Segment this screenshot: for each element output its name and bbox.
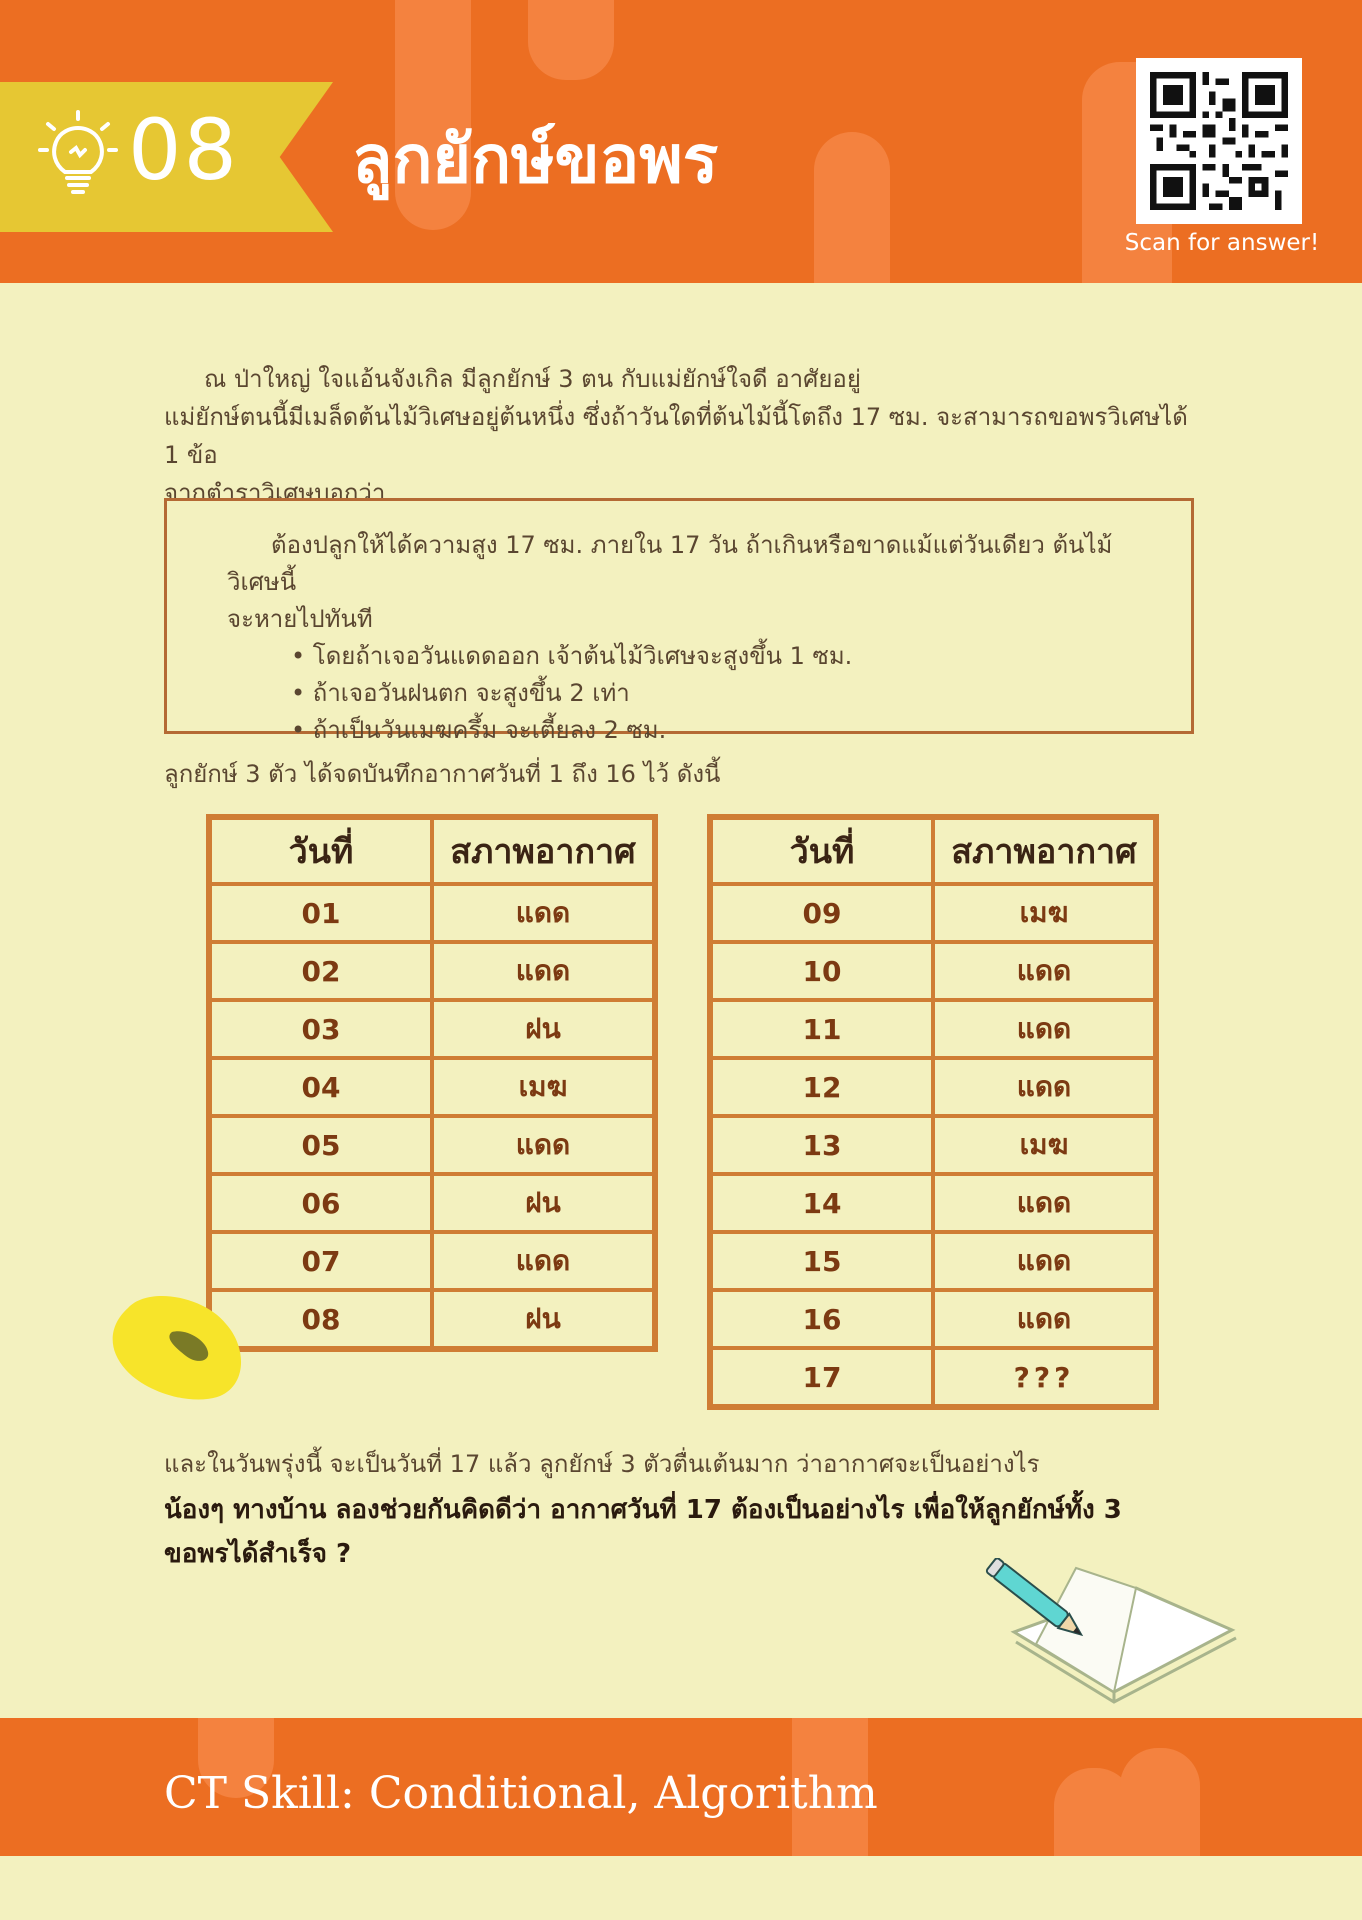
unknown-weather-cell: ???: [933, 1348, 1156, 1407]
tomorrow-line: และในวันพรุ่งนี้ จะเป็นวันที่ 17 แล้ว ลูกยักษ์ 3 ตัวตื่นเต้นมาก ว่าอากาศจะเป็นอย่างไร: [164, 1450, 1040, 1478]
table-row: [209, 1058, 655, 1116]
day-cell: 05: [209, 1116, 432, 1174]
table-row: [710, 1232, 1156, 1290]
day-cell: 03: [209, 1000, 432, 1058]
day-cell: 17: [710, 1348, 933, 1407]
weather-table-left: [206, 814, 658, 1352]
day-cell: 07: [209, 1232, 432, 1290]
weather-cell: แดด: [933, 1290, 1156, 1348]
lightbulb-icon: [38, 108, 118, 198]
day-cell: 08: [209, 1290, 432, 1349]
table-row: [710, 1000, 1156, 1058]
table-row: [209, 942, 655, 1000]
day-column-header: วันที่: [710, 817, 933, 884]
table-row: [710, 1116, 1156, 1174]
table-header-row: [209, 817, 655, 884]
table-row: [710, 1058, 1156, 1116]
table-row: [710, 1348, 1156, 1407]
table-row: [209, 1000, 655, 1058]
weather-cell: แดด: [933, 1000, 1156, 1058]
decor-pill: [528, 0, 614, 80]
question-line: ขอพรได้สำเร็จ ?: [164, 1539, 352, 1569]
day-cell: 01: [209, 884, 432, 942]
table-row: [209, 1174, 655, 1232]
day-cell: 02: [209, 942, 432, 1000]
table-row: [209, 1116, 655, 1174]
rules-box: [164, 498, 1194, 744]
question-line: น้องๆ ทางบ้าน ลองช่วยกันคิดดีว่า อากาศวันที่ 17 ต้องเป็นอย่างไร เพื่อให้ลูกยักษ์ทั้ง 3: [164, 1495, 1122, 1525]
rules-list: [227, 638, 1135, 749]
day-column-header: วันที่: [209, 817, 432, 884]
rule-item: • โดยถ้าเจอวันแดดออก เจ้าต้นไม้วิเศษจะสูงขึ้น 1 ซม.: [291, 638, 1135, 675]
ct-skill-label: CT Skill: Conditional, Algorithm: [164, 1768, 878, 1819]
record-intro: ลูกยักษ์ 3 ตัว ได้จดบันทึกอากาศวันที่ 1 ถึง 16 ไว้ ดังนี้: [164, 760, 721, 788]
day-cell: 14: [710, 1174, 933, 1232]
table-row: [710, 1290, 1156, 1348]
table-row: [710, 1174, 1156, 1232]
day-cell: 06: [209, 1174, 432, 1232]
day-cell: 10: [710, 942, 933, 1000]
scan-for-answer-label: Scan for answer!: [1124, 230, 1320, 256]
weather-cell: ฝน: [432, 1174, 655, 1232]
table-row: [209, 884, 655, 942]
day-cell: 04: [209, 1058, 432, 1116]
day-cell: 15: [710, 1232, 933, 1290]
weather-cell: เมฆ: [933, 884, 1156, 942]
intro-paragraph: [164, 360, 1204, 512]
qr-code[interactable]: [1136, 58, 1302, 224]
intro-line: จากตำราวิเศษบอกว่า: [164, 479, 386, 507]
weather-cell: แดด: [933, 1174, 1156, 1232]
weather-table-right: [707, 814, 1159, 1410]
rules-lead: ต้องปลูกให้ได้ความสูง 17 ซม. ภายใน 17 วัน ถ้าเกินหรือขาดแม้แต่วันเดียว ต้นไม้วิเศษนี้: [227, 531, 1113, 596]
rule-item: • ถ้าเจอวันฝนตก จะสูงขึ้น 2 เท่า: [291, 675, 1135, 712]
weather-cell: แดด: [432, 1232, 655, 1290]
day-cell: 12: [710, 1058, 933, 1116]
table-row: [209, 1290, 655, 1349]
intro-line: ณ ป่าใหญ่ ใจแอ้นจังเกิล มีลูกยักษ์ 3 ตน กับแม่ยักษ์ใจดี อาศัยอยู่: [204, 365, 861, 393]
table-header-row: [710, 817, 1156, 884]
weather-cell: แดด: [432, 884, 655, 942]
weather-cell: เมฆ: [432, 1058, 655, 1116]
day-cell: 13: [710, 1116, 933, 1174]
day-cell: 09: [710, 884, 933, 942]
weather-cell: แดด: [933, 1058, 1156, 1116]
weather-cell: ฝน: [432, 1000, 655, 1058]
weather-cell: เมฆ: [933, 1116, 1156, 1174]
day-cell: 16: [710, 1290, 933, 1348]
weather-cell: ฝน: [432, 1290, 655, 1349]
table-row: [710, 884, 1156, 942]
puzzle-number: 08: [128, 101, 239, 199]
book-pencil-illustration: [976, 1558, 1250, 1708]
weather-cell: แดด: [432, 942, 655, 1000]
day-cell: 11: [710, 1000, 933, 1058]
qr-code-icon: [1150, 72, 1288, 210]
decor-pill: [814, 132, 890, 283]
decor-pill: [1120, 1748, 1200, 1856]
weather-cell: แดด: [933, 942, 1156, 1000]
rules-lead: จะหายไปทันที: [227, 605, 373, 633]
seed-illustration: [108, 1290, 250, 1402]
intro-line: แม่ยักษ์ตนนี้มีเมล็ดต้นไม้วิเศษอยู่ต้นหนึ่ง ซึ่งถ้าวันใดที่ต้นไม้นี้โตถึง 17 ซม. จะสามารถขอพรวิเศษได้ 1 ข้อ: [164, 403, 1188, 469]
weather-column-header: สภาพอากาศ: [933, 817, 1156, 884]
table-row: [209, 1232, 655, 1290]
table-row: [710, 942, 1156, 1000]
weather-cell: แดด: [432, 1116, 655, 1174]
page-title: ลูกยักษ์ขอพร: [352, 121, 719, 198]
weather-column-header: สภาพอากาศ: [432, 817, 655, 884]
weather-cell: แดด: [933, 1232, 1156, 1290]
rule-item: • ถ้าเป็นวันเมฆครึ้ม จะเตี้ยลง 2 ซม.: [291, 712, 1135, 749]
